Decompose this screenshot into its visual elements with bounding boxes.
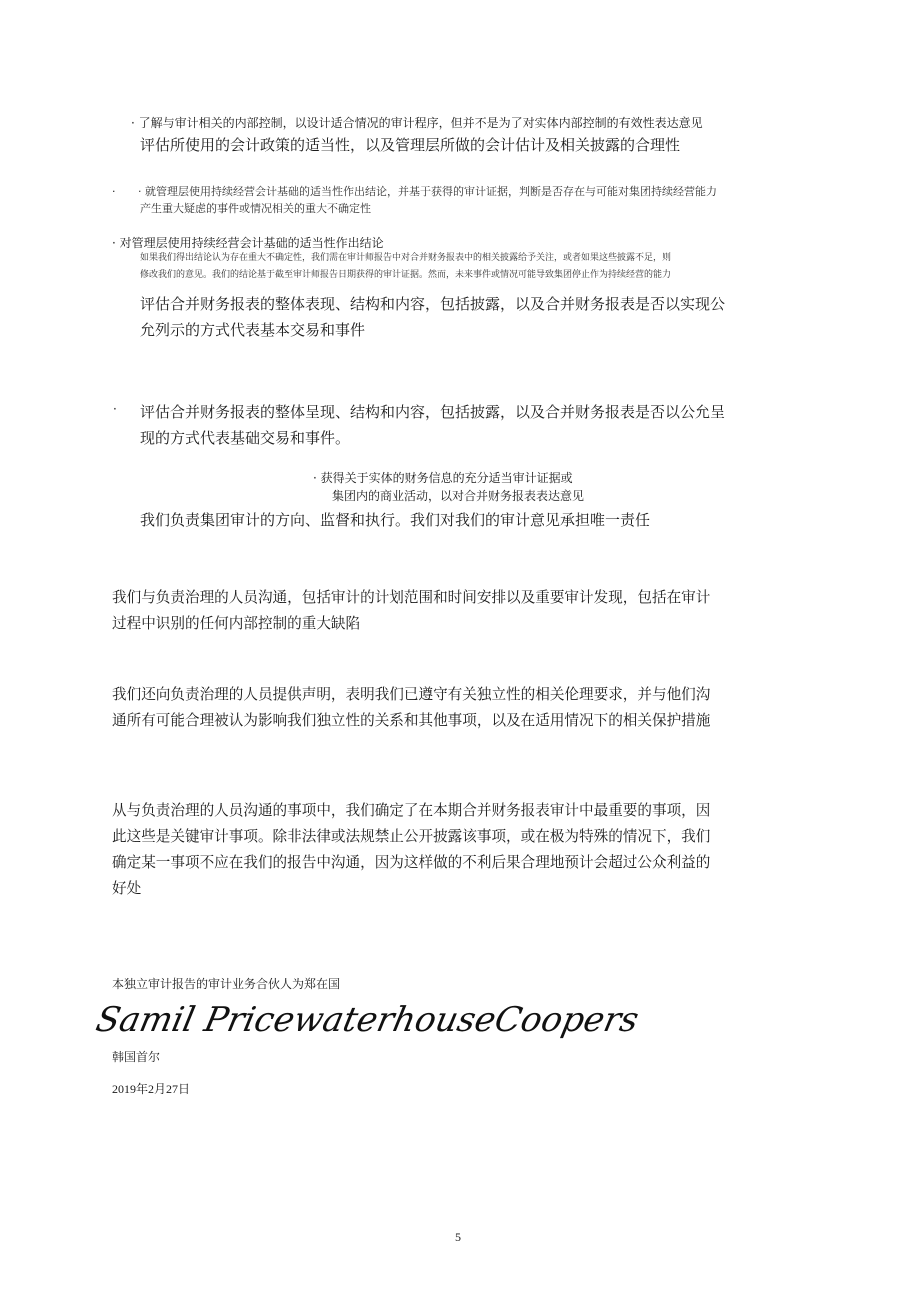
independence-statement-line-1: 我们还向负责治理的人员提供声明，表明我们已遵守有关独立性的相关伦理要求，并与他们沟 xyxy=(112,686,711,703)
key-audit-matters-line-3: 确定某一事项不应在我们的报告中沟通，因为这样做的不利后果合理地预计会超过公众利益的 xyxy=(112,854,711,871)
material-uncertainty-line-2: 修改我们的意见。我们的结论基于截至审计师报告日期获得的审计证据。然而，未来事件或情况可能导致集团停止作为持续经营的能力 xyxy=(140,270,672,280)
key-audit-matters-line-1: 从与负责治理的人员沟通的事项中，我们确定了在本期合并财务报表审计中最重要的事项，因 xyxy=(112,802,711,819)
page-number: 5 xyxy=(455,1230,461,1244)
audit-evidence-line-1: · 获得关于实体的财务信息的充分适当审计证据或 xyxy=(313,471,573,485)
stray-bullet-2: · xyxy=(113,402,117,416)
overall-presentation-alt-line-2: 现的方式代表基础交易和事件。 xyxy=(140,429,351,447)
key-audit-matters-line-2: 此这些是关键审计事项。除非法律或法规禁止公开披露该事项，或在极为特殊的情况下，我们 xyxy=(112,828,711,845)
material-uncertainty-line-1: 如果我们得出结论认为存在重大不确定性，我们需在审计师报告中对合并财务报表中的相关披露给予关注，或者如果这些披露不足，则 xyxy=(140,253,672,263)
overall-presentation-line-2: 允列示的方式代表基本交易和事件 xyxy=(140,321,366,339)
stray-bullet: · xyxy=(112,185,116,198)
engagement-partner-line: 本独立审计报告的审计业务合伙人为郑在国 xyxy=(112,977,341,991)
firm-signature xyxy=(92,995,643,1043)
group-audit-responsibility: 我们负责集团审计的方向、监督和执行。我们对我们的审计意见承担唯一责任 xyxy=(140,511,651,529)
signing-location: 韩国首尔 xyxy=(112,1050,161,1064)
signature-script: Samil PricewaterhouseCoopers xyxy=(92,1000,643,1040)
overall-presentation-alt-line-1: 评估合并财务报表的整体呈现、结构和内容，包括披露，以及合并财务报表是否以公允呈 xyxy=(140,403,726,421)
going-concern-line-2: 产生重大疑虑的事件或情况相关的重大不确定性 xyxy=(140,202,371,215)
line-accounting-policies: 评估所使用的会计政策的适当性，以及管理层所做的会计估计及相关披露的合理性 xyxy=(140,136,681,154)
going-concern-line-1: · 就管理层使用持续经营会计基础的适当性作出结论，并基于获得的审计证据，判断是否存在与可能对集团持续经营能力 xyxy=(138,185,717,198)
report-date: 2019年2月27日 xyxy=(112,1082,191,1096)
audit-evidence-line-2: 集团内的商业活动，以对合并财务报表表达意见 xyxy=(332,489,585,503)
signature-graphic xyxy=(92,995,643,1043)
independence-statement-line-2: 通所有可能合理被认为影响我们独立性的关系和其他事项，以及在适用情况下的相关保护措施 xyxy=(112,712,711,729)
bullet-internal-control: · 了解与审计相关的内部控制，以设计适合情况的审计程序，但并不是为了对实体内部控制的有效性表达意见 xyxy=(131,116,703,130)
key-audit-matters-line-4: 好处 xyxy=(112,880,142,897)
overall-presentation-line-1: 评估合并财务报表的整体表现、结构和内容，包括披露，以及合并财务报表是否以实现公 xyxy=(140,295,726,313)
going-concern-heading: · 对管理层使用持续经营会计基础的适当性作出结论 xyxy=(112,236,384,250)
governance-communication-line-2: 过程中识别的任何内部控制的重大缺陷 xyxy=(112,615,361,632)
governance-communication-line-1: 我们与负责治理的人员沟通，包括审计的计划范围和时间安排以及重要审计发现，包括在审计 xyxy=(112,589,711,606)
